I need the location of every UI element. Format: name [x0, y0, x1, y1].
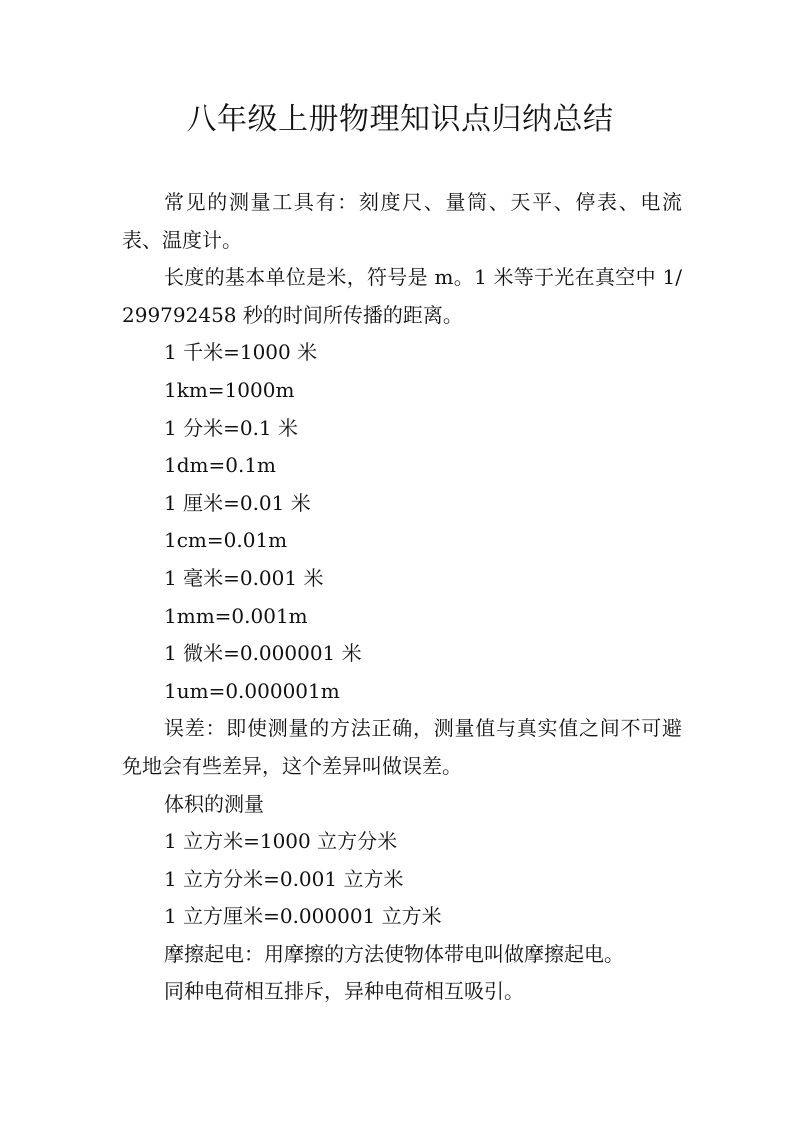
paragraph-error: 误差：即使测量的方法正确，测量值与真实值之间不可避免地会有些差异，这个差异叫做误差。: [122, 716, 682, 778]
paragraph-um-cn: 1 微米=0.000001 米: [164, 641, 362, 666]
paragraph-cubic-decimeter: 1 立方分米=0.001 立方米: [164, 866, 404, 891]
paragraph-friction-electricity: 摩擦起电：用摩擦的方法使物体带电叫做摩擦起电。: [164, 941, 624, 966]
paragraph-dm: 1dm=0.1m: [164, 453, 277, 478]
paragraph-cm: 1cm=0.01m: [164, 528, 288, 553]
paragraph-mm-cn: 1 毫米=0.001 米: [164, 565, 324, 590]
paragraph-charge-interaction: 同种电荷相互排斥，异种电荷相互吸引。: [164, 979, 524, 1004]
paragraph-measuring-tools: 常见的测量工具有：刻度尺、量筒、天平、停表、电流表、温度计。: [122, 190, 682, 252]
paragraph-mm: 1mm=0.001m: [164, 603, 308, 628]
paragraph-dm-cn: 1 分米=0.1 米: [164, 415, 299, 440]
paragraph-km: 1km=1000m: [164, 377, 295, 402]
document-title: 八年级上册物理知识点归纳总结: [186, 102, 614, 137]
paragraph-um: 1um=0.000001m: [164, 678, 340, 703]
paragraph-cm-cn: 1 厘米=0.01 米: [164, 490, 311, 515]
document-body: [122, 184, 682, 1011]
paragraph-km-cn: 1 千米=1000 米: [164, 340, 318, 365]
paragraph-cubic-meter: 1 立方米=1000 立方分米: [164, 829, 398, 854]
paragraph-volume-heading: 体积的测量: [164, 791, 264, 816]
paragraph-cubic-centimeter: 1 立方厘米=0.000001 立方米: [164, 904, 442, 929]
paragraph-length-unit: 长度的基本单位是米，符号是 m。1 米等于光在真空中 1/299792458 秒的时间所传播的距离。: [122, 265, 682, 327]
